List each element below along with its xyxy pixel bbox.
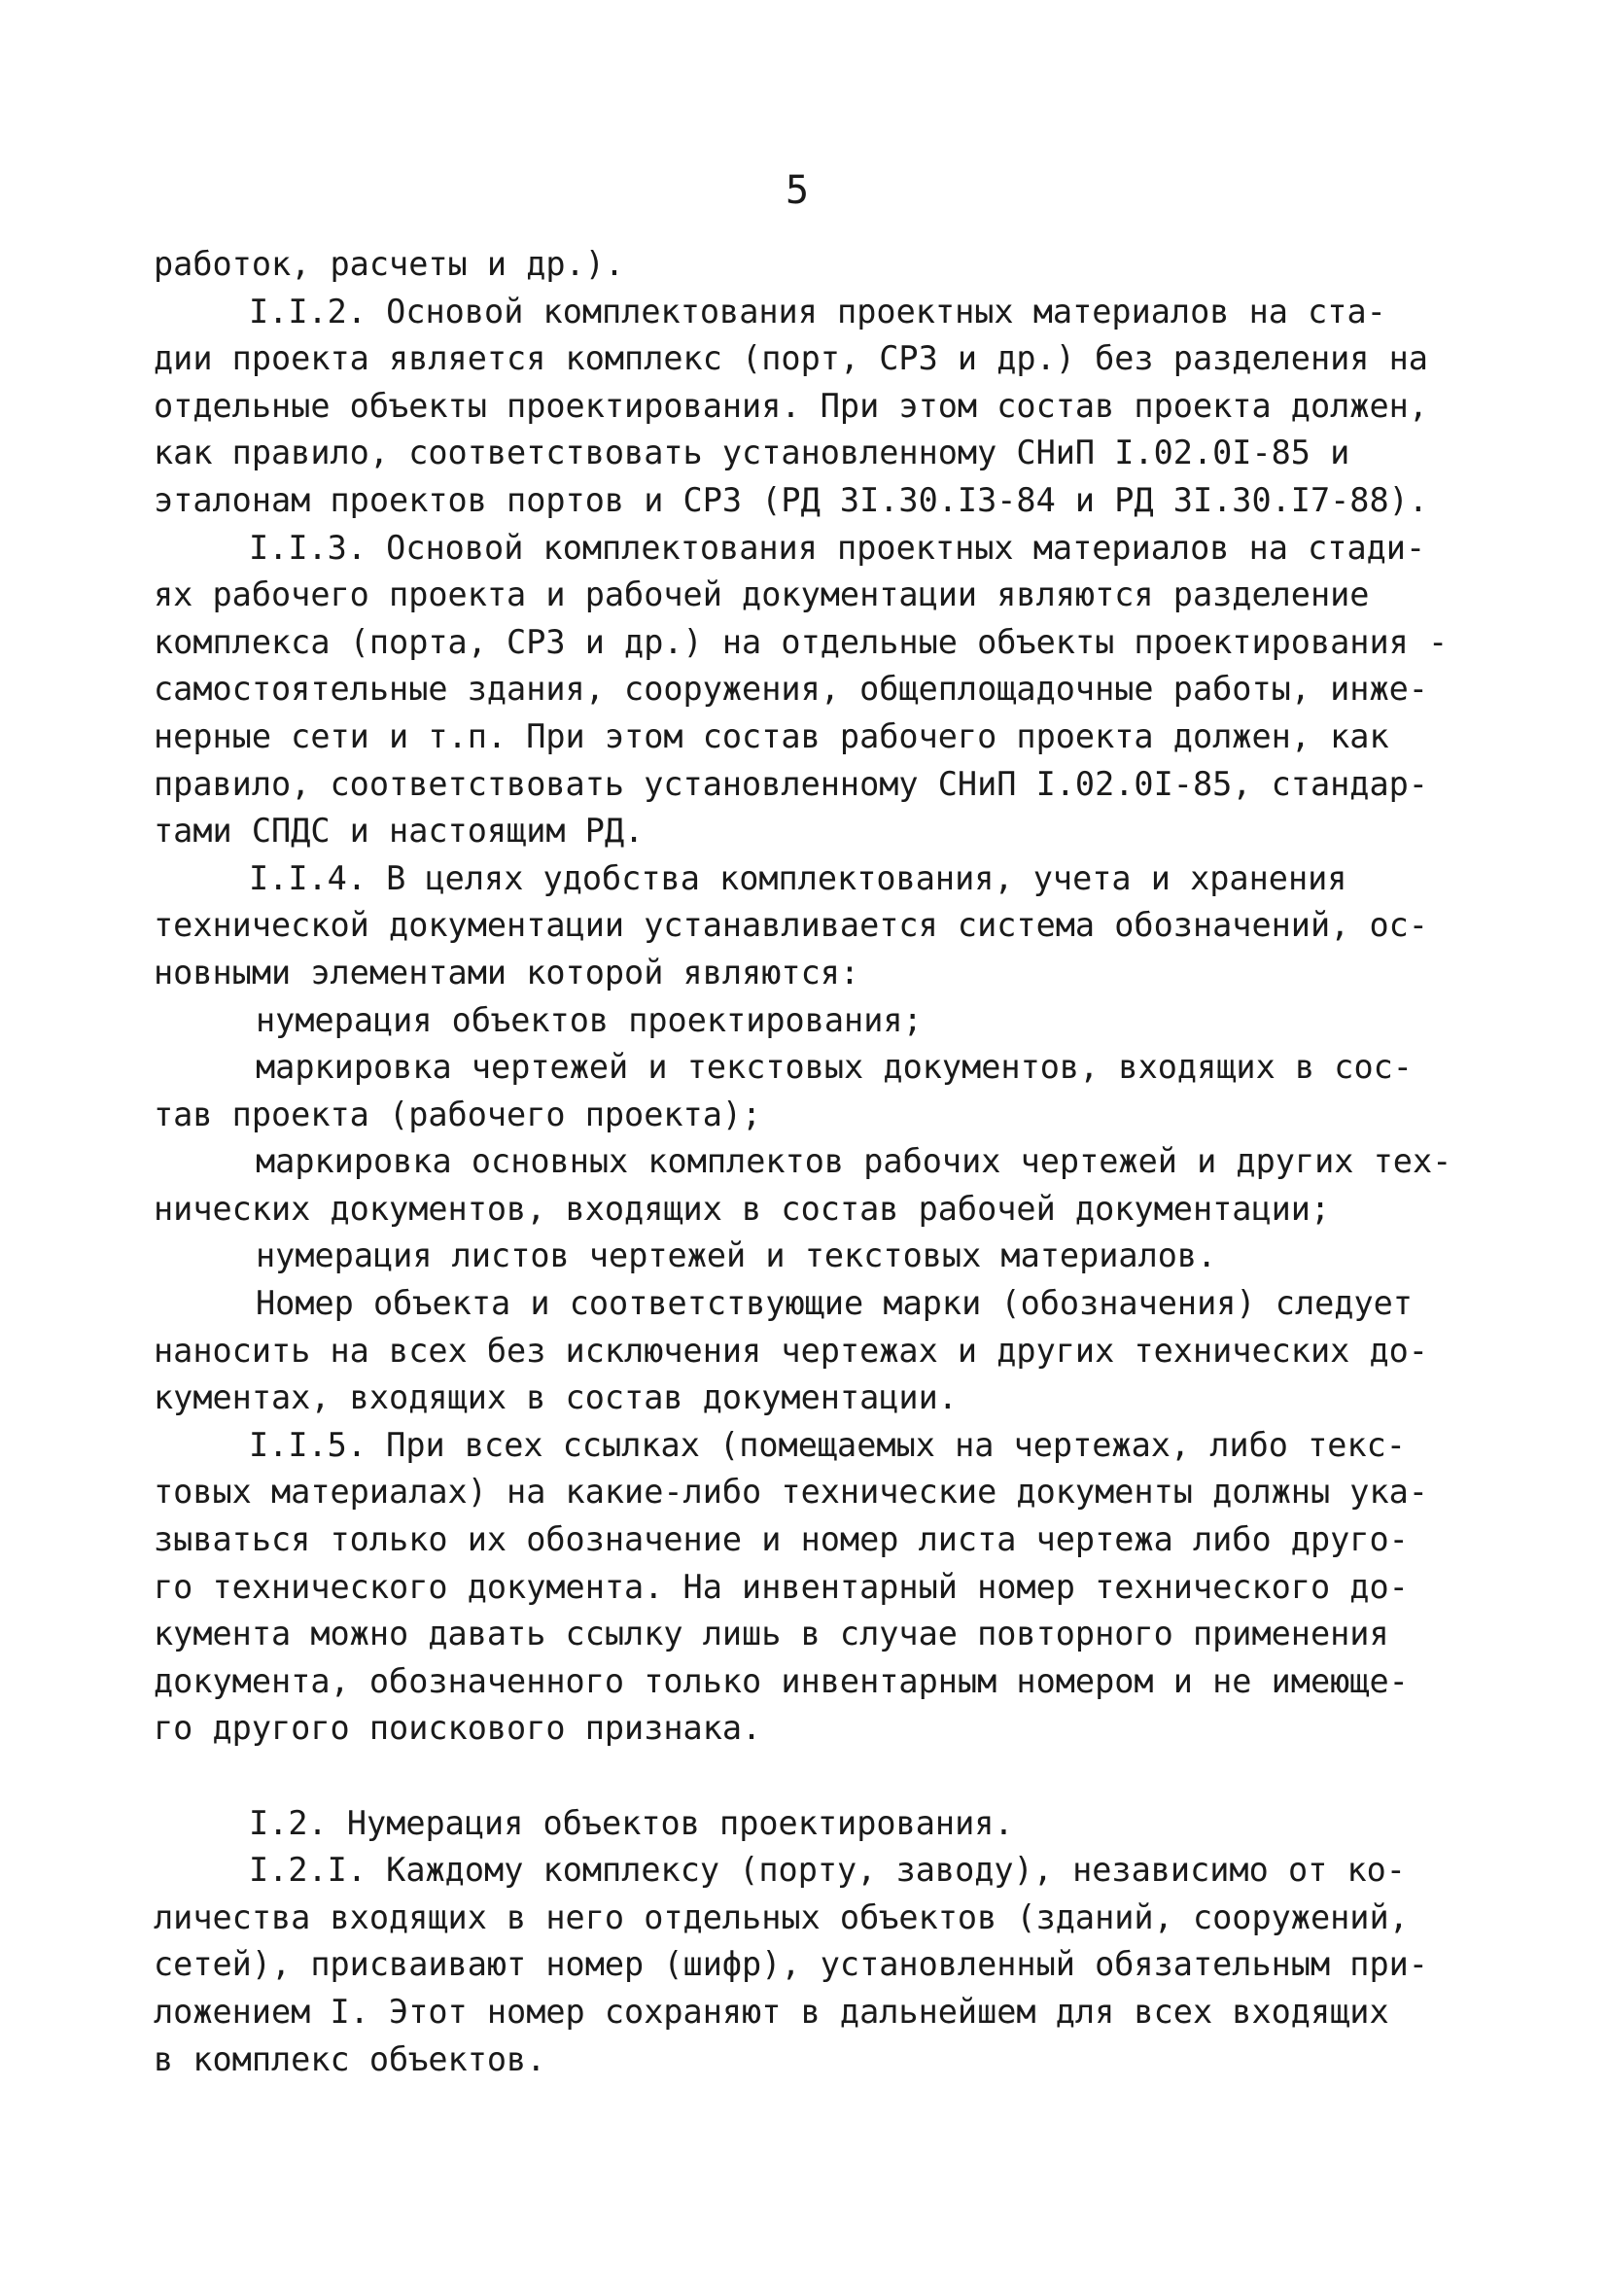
text-line: кумента можно давать ссылку лишь в случае повторного применения — [154, 1615, 1389, 1653]
text-line: кументах, входящих в состав документации. — [154, 1378, 958, 1417]
page-number: 5 — [786, 168, 810, 213]
text-line: I.2. Нумерация объектов проектирования. — [249, 1803, 1014, 1842]
body-text — [154, 241, 1495, 2083]
text-line: I.I.4. В целях удобства комплектования, учета и хранения — [249, 858, 1347, 897]
text-line: I.I.5. При всех ссылках (помещаемых на чертежах, либо текс- — [249, 1425, 1406, 1464]
text-line: нических документов, входящих в состав рабочей документации; — [154, 1189, 1331, 1228]
text-line: технической документации устанавливается система обозначений, ос- — [154, 906, 1428, 945]
text-line: нумерация листов чертежей и текстовых материалов. — [256, 1236, 1217, 1275]
text-line: комплекса (порта, СРЗ и др.) на отдельные объекты проектирования - — [154, 622, 1449, 661]
text-line: нерные сети и т.п. При этом состав рабочего проекта должен, как — [154, 716, 1389, 755]
text-line: работок, расчеты и др.). — [154, 245, 625, 283]
text-line: тами СПДС и настоящим РД. — [154, 812, 645, 851]
text-line: отдельные объекты проектирования. При этом состав проекта должен, — [154, 386, 1428, 425]
text-line: I.I.3. Основой комплектования проектных материалов на стади- — [249, 528, 1426, 567]
text-line: зываться только их обозначение и номер листа чертежа либо друго- — [154, 1520, 1409, 1559]
text-line: го другого поискового признака. — [154, 1709, 762, 1748]
text-line: новными элементами которой являются: — [154, 953, 860, 991]
text-line: I.I.2. Основой комплектования проектных материалов на ста- — [249, 292, 1386, 330]
text-line: ях рабочего проекта и рабочей документации являются разделение — [154, 575, 1370, 614]
text-line: маркировка чертежей и текстовых документов, входящих в сос- — [256, 1048, 1413, 1087]
text-line: маркировка основных комплектов рабочих чертежей и других тех- — [256, 1142, 1452, 1181]
text-line: сетей), присваивают номер (шифр), установленный обязательным при- — [154, 1945, 1428, 1984]
text-line: ложением I. Этот номер сохраняют в дальнейшем для всех входящих — [154, 1992, 1389, 2031]
text-line: тав проекта (рабочего проекта); — [154, 1095, 762, 1133]
text-line: в комплекс объектов. — [154, 2039, 546, 2078]
text-line: I.2.I. Каждому комплексу (порту, заводу), независимо от ко- — [249, 1851, 1406, 1890]
text-line: дии проекта является комплекс (порт, СРЗ и др.) без разделения на — [154, 339, 1428, 378]
text-line: правило, соответствовать установленному СНиП I.02.0I-85, стандар- — [154, 764, 1428, 803]
text-line: нумерация объектов проектирования; — [256, 1000, 923, 1039]
text-line: наносить на всех без исключения чертежах и других технических до- — [154, 1331, 1428, 1370]
text-line: эталонам проектов портов и СРЗ (РД 3I.30.I3-84 и РД 3I.30.I7-88). — [154, 480, 1428, 519]
text-line: го технического документа. На инвентарный номер технического до- — [154, 1567, 1409, 1606]
text-line: самостоятельные здания, сооружения, общеплощадочные работы, инже- — [154, 670, 1428, 709]
paragraph-gap — [154, 1753, 1495, 1800]
text-line: документа, обозначенного только инвентарным номером и не имеюще- — [154, 1661, 1409, 1700]
text-line: личества входящих в него отдельных объектов (зданий, сооружений, — [154, 1897, 1409, 1936]
text-line: Номер объекта и соответствующие марки (обозначения) следует — [256, 1284, 1413, 1323]
text-line: как правило, соответствовать установленному СНиП I.02.0I-85 и — [154, 434, 1350, 472]
text-line: товых материалах) на какие-либо технические документы должны ука- — [154, 1473, 1428, 1512]
